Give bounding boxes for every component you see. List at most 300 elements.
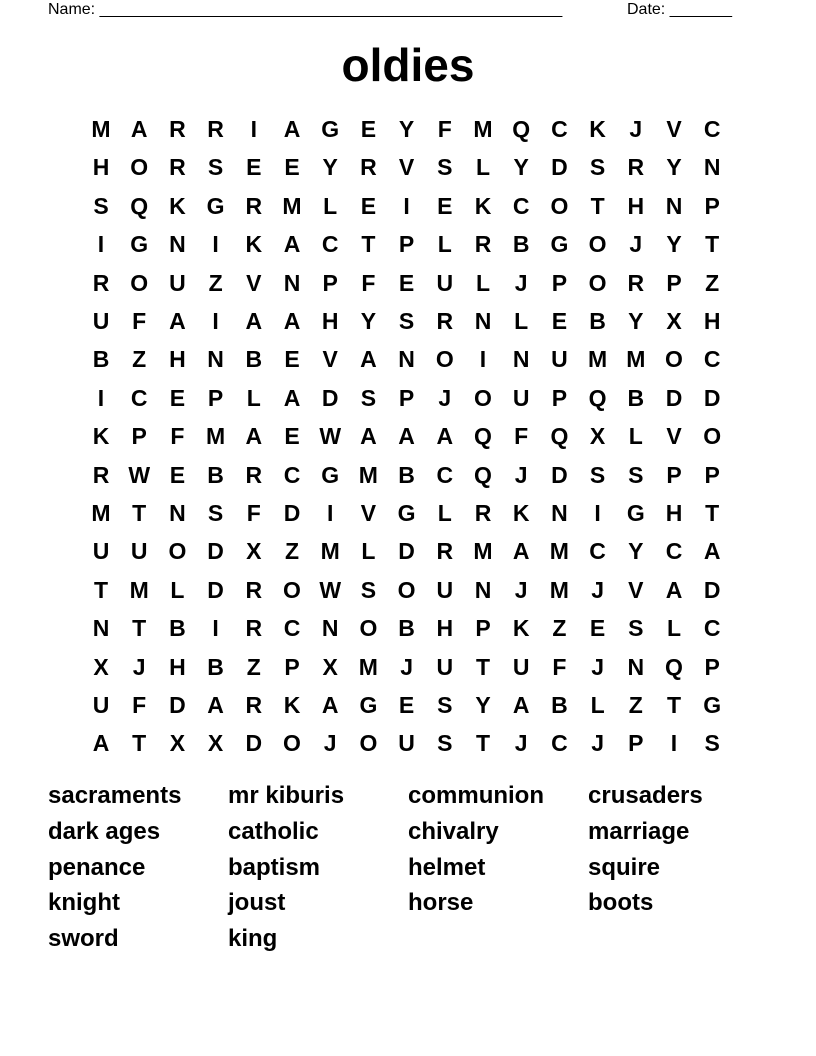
grid-letter: W [319,423,342,450]
word-list-item: horse [408,889,474,917]
grid-letter: A [92,730,110,757]
grid-letter: A [512,692,530,718]
grid-letter: L [246,384,261,411]
grid-letter: P [322,269,338,296]
grid-letter: P [704,653,720,680]
grid-letter: D [245,730,263,757]
grid-letter: E [360,116,377,142]
grid-letter: J [132,653,146,680]
grid-letter: S [360,576,377,603]
grid-letter: T [475,653,491,680]
grid-letter: N [703,154,721,181]
grid-letter: R [245,192,263,219]
grid-letter: N [169,500,186,526]
grid-letter: N [92,615,110,642]
grid-letter: S [207,154,224,181]
grid-letter: S [628,615,644,642]
grid-letter: U [169,269,186,296]
grid-letter: Y [666,231,682,258]
grid-letter: Q [512,116,531,142]
grid-letter: R [92,269,110,296]
grid-letter: G [550,231,569,258]
grid-letter: V [360,500,377,526]
grid-row [82,417,731,455]
grid-letter: P [704,461,720,488]
grid-letter: U [130,538,148,565]
grid-letter: D [665,384,683,411]
grid-letter: R [245,576,263,603]
grid-letter: Y [513,154,529,181]
grid-letter: N [474,308,492,334]
grid-letter: P [704,192,720,219]
grid-letter: R [169,116,186,142]
grid-letter: G [397,500,416,526]
word-list-item: joust [228,889,286,917]
grid-letter: I [594,500,601,526]
grid-letter: C [283,461,301,488]
grid-letter: G [321,116,340,142]
grid-letter: U [512,653,530,680]
grid-letter: F [437,116,452,142]
grid-letter: E [551,308,568,334]
grid-letter: H [169,653,186,680]
grid-letter: Y [666,154,682,181]
grid-row [82,225,731,263]
grid-letter: I [212,231,219,258]
word-list-item: dark ages [48,817,161,845]
grid-letter: S [437,692,453,718]
grid-letter: C [551,730,568,757]
grid-letter: X [169,730,186,757]
grid-letter: R [436,308,454,334]
grid-letter: Z [628,692,643,718]
grid-letter: O [474,384,492,411]
word-list-item: marriage [588,817,690,845]
grid-letter: E [437,192,453,219]
grid-letter: L [666,615,682,642]
word-list-item: mr kiburis [228,782,345,809]
grid-letter: O [550,192,569,219]
grid-letter: O [283,730,301,757]
grid-letter: U [398,730,415,757]
grid-letter: N [283,269,301,296]
grid-letter: Y [628,308,644,334]
grid-letter: J [591,730,604,757]
grid-letter: E [246,154,262,181]
grid-row [82,532,731,570]
grid-letter: T [475,730,491,757]
grid-letter: N [207,346,224,373]
grid-letter: V [322,346,338,373]
grid-letter: U [92,538,110,565]
grid-letter: R [92,461,110,488]
grid-letter: N [169,231,186,258]
grid-letter: R [169,154,186,181]
grid-letter: V [246,269,262,296]
grid-letter: B [245,346,263,373]
grid-letter: W [319,576,342,603]
grid-row [82,340,731,378]
grid-letter: T [590,192,605,219]
grid-letter: L [437,500,452,526]
grid-letter: P [628,730,644,757]
word-list-item: king [228,925,278,953]
grid-letter: T [705,500,720,526]
grid-letter: P [131,423,147,450]
grid-letter: G [626,500,645,526]
grid-letter: N [474,576,492,603]
grid-letter: C [130,384,148,411]
grid-letter: L [323,192,338,219]
grid-letter: F [246,500,261,526]
grid-letter: Z [208,269,223,296]
grid-letter: D [207,576,224,603]
grid-row [82,686,731,724]
grid-letter: O [130,269,149,296]
grid-letter: S [704,730,720,757]
grid-letter: I [250,116,257,142]
grid-letter: U [436,269,454,296]
grid-letter: B [398,615,415,642]
grid-letter: A [436,423,454,450]
grid-letter: A [283,116,301,142]
grid-letter: D [551,461,568,488]
grid-letter: Q [665,653,683,680]
grid-letter: R [245,692,263,718]
grid-letter: P [666,461,682,488]
grid-letter: J [629,116,643,142]
grid-letter: M [358,461,378,488]
grid-letter: S [93,192,109,219]
grid-letter: F [132,692,147,718]
grid-row [82,609,731,647]
grid-letter: I [479,346,487,373]
grid-letter: H [92,154,110,181]
grid-letter: W [128,461,151,488]
word-list-item: helmet [408,853,486,881]
grid-letter: K [474,192,492,219]
grid-letter: E [398,692,415,718]
grid-letter: C [703,116,721,142]
grid-letter: V [628,576,644,603]
date-field-label: Date: _______ [627,1,732,18]
grid-letter: T [132,500,147,526]
word-list-item: communion [408,782,544,809]
grid-letter: P [284,653,300,680]
grid-letter: H [169,346,186,373]
grid-letter: Y [322,154,338,181]
grid-letter: D [703,576,721,603]
grid-letter: U [92,692,110,718]
grid-letter: B [551,692,568,718]
grid-letter: P [551,384,568,411]
word-list-item: boots [588,889,654,917]
grid-letter: N [512,346,530,373]
grid-letter: P [398,231,415,258]
grid-letter: O [168,538,187,565]
grid-letter: F [361,269,376,296]
grid-letter: H [321,308,339,334]
grid-letter: G [321,461,340,488]
grid-letter: S [437,730,453,757]
grid-letter: P [666,269,682,296]
grid-row [82,148,731,186]
grid-letter: T [361,231,376,258]
grid-letter: J [629,231,643,258]
grid-letter: D [398,538,415,565]
grid-letter: R [360,154,377,181]
grid-letter: T [132,730,147,757]
grid-letter: M [549,538,569,565]
grid-letter: E [360,192,377,219]
grid-letter: R [436,538,454,565]
grid-letter: Y [360,308,377,334]
grid-letter: O [130,154,149,181]
grid-letter: F [170,423,185,450]
grid-letter: E [589,615,606,642]
grid-letter: J [323,730,337,757]
grid-letter: O [397,576,416,603]
grid-letter: K [512,615,530,642]
grid-letter: F [552,653,567,680]
grid-letter: E [284,346,300,373]
grid-letter: F [514,423,529,450]
grid-letter: M [626,346,646,373]
grid-letter: A [283,308,301,334]
grid-letter: M [473,116,493,142]
grid-letter: J [591,576,604,603]
grid-letter: U [92,308,110,334]
grid-letter: L [437,231,452,258]
grid-row [82,379,731,417]
grid-letter: A [245,308,263,334]
grid-letter: L [475,154,491,181]
grid-letter: T [93,576,109,603]
grid-row [82,494,731,532]
grid-letter: I [212,308,219,334]
grid-letter: S [589,154,606,181]
grid-letter: B [589,308,606,334]
grid-letter: C [283,615,301,642]
grid-letter: A [703,538,721,565]
grid-letter: D [703,384,721,411]
grid-letter: O [665,346,683,373]
grid-letter: Y [628,538,644,565]
grid-letter: Z [552,615,567,642]
grid-letter: J [514,461,528,488]
grid-letter: Q [588,384,607,411]
grid-letter: H [436,615,454,642]
grid-letter: Y [475,692,491,718]
grid-letter: M [549,576,569,603]
grid-letter: Q [474,461,492,488]
grid-letter: U [436,576,454,603]
grid-letter: I [326,500,334,526]
grid-letter: T [132,615,147,642]
grid-letter: P [398,384,415,411]
grid-letter: H [665,500,683,526]
grid-letter: G [703,692,722,718]
grid-letter: A [283,231,301,258]
grid-letter: E [169,384,186,411]
grid-letter: I [212,615,219,642]
grid-letter: F [132,308,147,334]
grid-letter: J [400,653,413,680]
word-list-item: baptism [228,853,321,881]
grid-letter: A [207,692,224,718]
word-list-item: squire [588,853,661,881]
grid-letter: Q [130,192,149,219]
grid-letter: V [398,154,415,181]
grid-letter: O [703,423,722,450]
grid-letter: Q [550,423,569,450]
grid-letter: D [551,154,568,181]
grid-letter: V [666,423,682,450]
grid-letter: A [169,308,186,334]
grid-letter: M [588,346,608,373]
grid-letter: C [512,192,530,219]
word-list-item: sword [48,925,119,953]
grid-letter: I [403,192,410,219]
grid-letter: J [514,730,528,757]
grid-row [82,456,731,494]
grid-letter: G [206,192,225,219]
grid-letter: M [91,500,111,526]
grid-letter: X [207,730,224,757]
grid-row [82,110,731,148]
word-list-item: catholic [228,817,319,845]
grid-row [82,648,731,686]
grid-letter: O [588,231,607,258]
grid-row [82,724,731,762]
grid-letter: Z [284,538,300,565]
grid-letter: K [169,192,186,219]
header [48,0,748,20]
grid-letter: L [590,692,605,718]
grid-letter: M [358,653,378,680]
grid-letter: X [322,653,338,680]
grid-letter: A [283,384,301,411]
grid-letter: C [436,461,454,488]
grid-letter: O [435,346,454,373]
grid-letter: A [512,538,530,565]
grid-letter: P [551,269,568,296]
grid-letter: M [473,538,493,565]
grid-letter: X [246,538,262,565]
grid-letter: N [551,500,568,526]
grid-letter: G [130,231,149,258]
grid-letter: O [283,576,301,603]
grid-letter: N [665,192,683,219]
grid-row [82,264,731,302]
grid-letter: I [670,730,678,757]
grid-row [82,571,731,609]
grid-letter: D [169,692,186,718]
grid-letter: C [321,231,339,258]
grid-letter: Z [132,346,147,373]
word-list-item: chivalry [408,817,499,845]
grid-letter: M [320,538,340,565]
grid-row [82,187,731,225]
grid-letter: X [666,308,682,334]
grid-letter: E [169,461,186,488]
grid-letter: T [666,692,682,718]
grid-row [82,302,731,340]
grid-letter: S [398,308,415,334]
grid-letter: L [475,269,491,296]
grid-letter: K [92,423,110,450]
grid-letter: E [284,423,300,450]
grid-letter: K [283,692,301,718]
grid-letter: X [589,423,606,450]
grid-letter: J [514,576,528,603]
grid-letter: T [705,231,720,258]
grid-letter: A [360,423,377,450]
grid-letter: S [589,461,606,488]
grid-letter: K [512,500,530,526]
grid-letter: R [207,116,224,142]
grid-letter: O [359,730,378,757]
grid-letter: H [627,192,645,219]
page-title: oldies [341,39,475,91]
grid-letter: Y [398,116,415,142]
grid-letter: B [169,615,186,642]
grid-letter: A [665,576,683,603]
grid-letter: A [130,116,148,142]
grid-letter: R [627,269,645,296]
grid-letter: C [551,116,568,142]
grid-letter: R [245,615,263,642]
grid-letter: B [207,461,224,488]
grid-letter: U [436,653,454,680]
grid-letter: P [475,615,491,642]
grid-letter: C [703,346,721,373]
grid-letter: N [398,346,415,373]
grid-letter: B [512,231,530,258]
grid-letter: J [514,269,528,296]
grid-letter: M [282,192,302,219]
grid-letter: V [666,116,682,142]
grid-letter: D [321,384,339,411]
grid-letter: S [628,461,644,488]
grid-letter: R [245,461,263,488]
grid-letter: S [437,154,453,181]
grid-letter: A [398,423,415,450]
grid-letter: B [92,346,110,373]
grid-letter: N [627,653,645,680]
word-list-item: sacraments [48,782,182,809]
grid-letter: L [170,576,185,603]
grid-letter: B [398,461,415,488]
name-field-label: Name: ____________________________________________________ [48,1,563,18]
grid-letter: I [97,384,105,411]
grid-letter: O [359,615,378,642]
grid-letter: S [207,500,224,526]
grid-letter: C [589,538,606,565]
grid-letter: K [589,116,606,142]
grid-letter: E [284,154,300,181]
grid-letter: U [512,384,530,411]
grid-letter: R [474,500,492,526]
grid-letter: Q [474,423,492,450]
grid-letter: S [360,384,377,411]
grid-letter: R [474,231,492,258]
grid-letter: C [703,615,721,642]
grid-letter: P [207,384,224,411]
grid-letter: B [207,653,224,680]
grid-letter: J [438,384,452,411]
grid-letter: M [206,423,226,450]
